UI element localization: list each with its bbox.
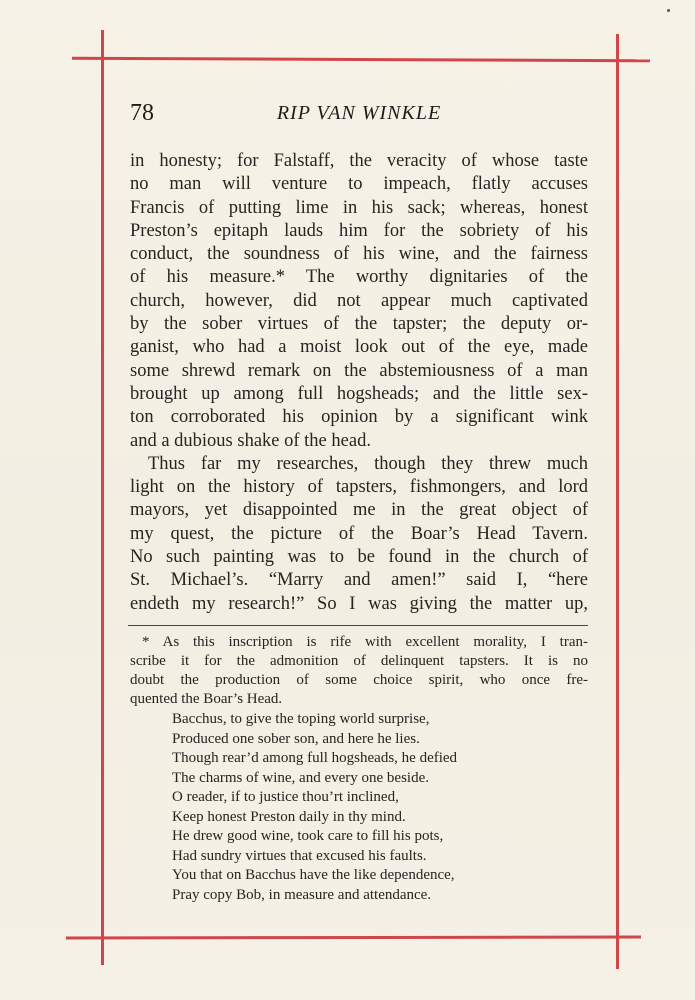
running-title: RIP VAN WINKLE: [276, 102, 442, 124]
body-line: church, however, did not appear much captivated: [130, 290, 588, 311]
body-line: conduct, the soundness of his wine, and the fairness: [130, 244, 588, 265]
frame-rule-bottom: [66, 935, 641, 939]
verse-line: Though rear’d among full hogsheads, he defied: [172, 750, 458, 766]
body-line: mayors, yet disappointed me in the great object of: [130, 500, 588, 521]
body-line: light on the history of tapsters, fishmongers, and lord: [130, 477, 588, 498]
body-line: Preston’s epitaph lauds him for the sobriety of his: [130, 220, 588, 241]
frame-rule-left: [101, 30, 104, 965]
body-line: St. Michael’s. “Marry and amen!” said I, “here: [130, 570, 588, 591]
footnote: [130, 633, 588, 905]
body-line: in honesty; for Falstaff, the veracity of whose taste: [130, 151, 588, 171]
body-line: my quest, the picture of the Boar’s Head Tavern.: [130, 523, 588, 544]
ink-speck: [667, 9, 670, 12]
body-text: [130, 150, 588, 616]
body-line: some shrewd remark on the abstemiousness of a man: [130, 360, 588, 381]
epitaph-verse: [130, 710, 588, 905]
body-line: no man will venture to impeach, flatly accuses: [130, 174, 588, 195]
verse-line: He drew good wine, took care to fill his pots,: [172, 828, 444, 844]
verse-line: Had sundry virtues that excused his faults.: [172, 847, 427, 864]
frame-rule-right: [616, 34, 619, 969]
verse-line: The charms of wine, and every one beside.: [172, 769, 429, 786]
verse-line: O reader, if to justice thou’rt inclined,: [172, 789, 399, 805]
body-line: ton corroborated his opinion by a significant wink: [130, 407, 588, 428]
page-number: 78: [130, 100, 154, 126]
verse-line: Keep honest Preston daily in thy mind.: [172, 808, 406, 825]
verse-line: Pray copy Bob, in measure and attendance.: [172, 886, 432, 903]
body-line: No such painting was to be found in the church of: [130, 547, 588, 568]
footnote-divider: [128, 625, 588, 626]
verse-line: You that on Bacchus have the like dependence,: [172, 867, 455, 883]
body-line: endeth my research!” So I was giving the matter up,: [130, 593, 588, 614]
footnote-line: doubt the production of some choice spirit, who once fre-: [130, 672, 588, 688]
body-line: and a dubious shake of the head.: [130, 430, 371, 451]
verse-line: Produced one sober son, and here he lies.: [172, 730, 420, 747]
body-line: Thus far my researches, though they threw much: [148, 453, 588, 474]
page-header: [130, 100, 588, 132]
body-line: ganist, who had a moist look out of the eye, made: [130, 337, 588, 358]
body-line: of his measure.* The worthy dignitaries of the: [130, 267, 588, 288]
frame-rule-top: [72, 57, 650, 63]
footnote-line: quented the Boar’s Head.: [130, 691, 283, 707]
footnote-line: scribe it for the admonition of delinquent tapsters. It is no: [130, 653, 588, 669]
body-line: Francis of putting lime in his sack; whereas, honest: [130, 197, 588, 218]
footnote-line: * As this inscription is rife with excellent morality, I tran-: [142, 634, 588, 650]
verse-line: Bacchus, to give the toping world surprise,: [172, 711, 430, 727]
body-line: by the sober virtues of the tapster; the deputy or-: [130, 314, 588, 335]
body-line: brought up among full hogsheads; and the little sex-: [130, 383, 588, 404]
